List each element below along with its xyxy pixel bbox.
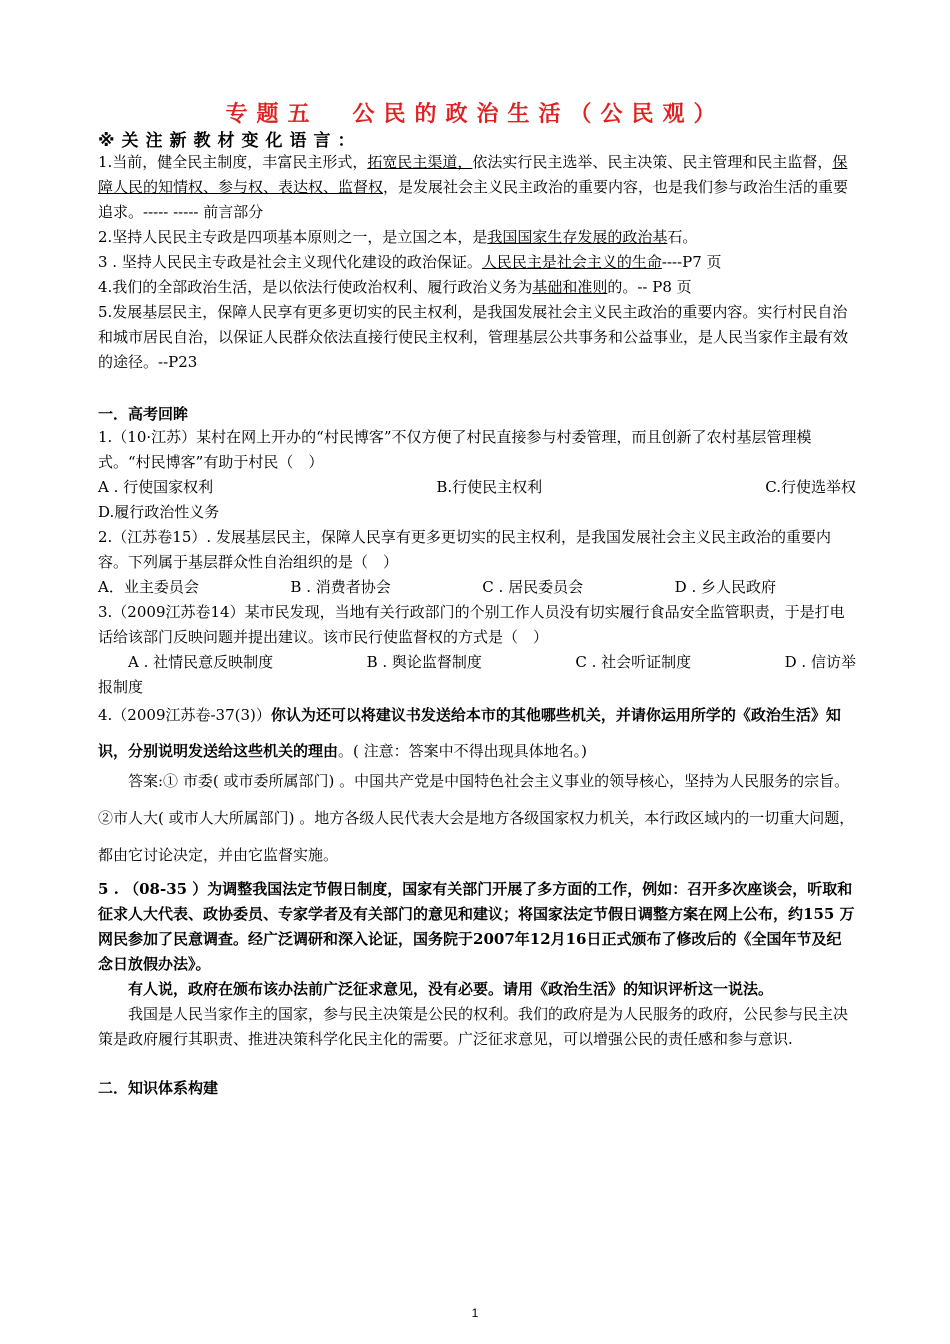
- q3-option-d-cont: 报制度: [98, 678, 144, 696]
- note-4: [98, 275, 856, 300]
- q2-option-d: D . 乡人民政府: [674, 578, 776, 596]
- note-3: [98, 250, 856, 275]
- q5-question: 有人说，政府在颁布该办法前广泛征求意见，没有必要。请用《政治生活》的知识评析这一说法。: [128, 980, 774, 998]
- note-2: [98, 225, 856, 250]
- q1-option-d: D.履行政治性义务: [98, 503, 220, 521]
- q3-option-a: A . 社情民意反映制度: [128, 653, 274, 671]
- q5-answer: 我国是人民当家作主的国家，参与民主决策是公民的权利。我们的政府是为人民服务的政府，公民参与民主决策是政府履行其职责、推进决策科学化民主化的需要。广泛征求意见，可以增强公民的责任感和参与意识.: [98, 1005, 849, 1048]
- q1-option-c: C.行使选举权: [765, 478, 856, 496]
- q4-bold-text: 你认为还可以将建议书发送给本市的其他哪些机关，并请你运用所学的《政治生活》知识，分别说明发送给这些机关的理由: [98, 706, 841, 760]
- note-3-text-b: ----P7 页: [661, 253, 722, 271]
- note-4-text-b: 的。-- P8 页: [607, 278, 692, 296]
- note-1-underline-2: 保障人民的知情权、参与权、表达权、监督权: [98, 153, 848, 196]
- q3-option-c: C . 社会听证制度: [575, 653, 692, 671]
- q3-option-b: B . 舆论监督制度: [366, 653, 482, 671]
- q2-option-b: B . 消费者协会: [290, 578, 391, 596]
- note-1-text-a: 1.当前，健全民主制度，丰富民主形式，: [98, 153, 368, 171]
- note-5: 5.发展基层民主，保障人民享有更多更切实的民主权利，是我国发展社会主义民主政治的重要内容。实行村民自治和城市居民自治，以保证人民群众依法直接行使民主权利，管理基层公共事务和公益事业，是人民当家作主最有效的途径。--P23: [98, 303, 849, 371]
- questions-block: [98, 425, 856, 700]
- q3-option-d: D . 信访举: [784, 653, 856, 671]
- title-part2: 公民的政治生活（公民观）: [352, 102, 725, 127]
- q2-options: [98, 575, 856, 600]
- q4-block: [98, 697, 856, 769]
- note-1-underline-1: 拓宽民主渠道，: [367, 153, 473, 171]
- q3-options: [98, 650, 856, 675]
- note-2-text-a: 2.坚持人民民主专政是四项基本原则之一，是立国之本，是: [98, 228, 488, 246]
- section-heading-2: 二．知识体系构建: [98, 1079, 219, 1097]
- title-part1: 专题五: [225, 102, 319, 127]
- note-3-underline: 人民民主是社会主义的生命: [481, 253, 662, 271]
- note-4-underline: 基础和准则: [532, 278, 608, 296]
- section-heading-1: 一．高考回眸: [98, 405, 189, 423]
- page-number: 1: [471, 1306, 479, 1320]
- note-2-text-b: 石。: [667, 228, 698, 246]
- note-1-text-b: 依法实行民主选举、民主决策、民主管理和民主监督，: [472, 153, 833, 171]
- q4-answer: 答案:① 市委( 或市委所属部门) 。中国共产党是中国特色社会主义事业的领导核心，坚持为人民服务的宗旨。②市人大( 或市人大所属部门) 。地方各级人民代表大会是地方各级国家权力机关，本行政区域内的一切重大问题，都由它讨论决定，并由它监督实施。: [98, 772, 855, 864]
- q1-option-a: A . 行使国家权利: [98, 478, 214, 496]
- q2-option-c: C . 居民委员会: [482, 578, 584, 596]
- note-2-underline: 我国国家生存发展的政治基: [487, 228, 668, 246]
- q2-option-a: A．业主委员会: [98, 578, 199, 596]
- note-4-text-a: 4.我们的全部政治生活，是以依法行使政治权利、履行政治义务为: [98, 278, 533, 296]
- q2-stem: 2.（江苏卷15）. 发展基层民主，保障人民享有更多更切实的民主权利，是我国发展社会主义民主政治的重要内容。下列属于基层群众性自治组织的是（ ）: [98, 528, 831, 571]
- page-title: [0, 97, 950, 128]
- q3-stem: 3.（2009江苏卷14）某市民发现，当地有关行政部门的个别工作人员没有切实履行食品安全监管职责，于是打电话给该部门反映问题并提出建议。该市民行使监督权的方式是（ ）: [98, 603, 845, 646]
- q5-stem: 5 . （08-35 ）为调整我国法定节假日制度，国家有关部门开展了多方面的工作，例如：召开多次座谈会，听取和征求人大代表、政协委员、专家学者及有关部门的意见和建议；将国家法定节假日调整方案在网上公布，约155 万网民参加了民意调查。经广泛调研和深入论证，国务院于2007年12月16日正式颁布了修改后的《全国年节及纪念日放假办法》。: [98, 880, 855, 973]
- q4-question: [98, 697, 856, 769]
- note-3-text-a: 3 . 坚持人民民主专政是社会主义现代化建设的政治保证。: [98, 253, 482, 271]
- notice-heading: ※关注新教材变化语言：: [98, 131, 362, 151]
- notes-block: [98, 150, 856, 375]
- q5-block: [98, 877, 856, 1052]
- note-1: [98, 150, 856, 225]
- q1-option-b: B.行使民主权利: [436, 478, 543, 496]
- q4-note: 。( 注意：答案中不得出现具体地名。): [338, 742, 587, 760]
- note-1-text-c: ，是发展社会主义民主政治的重要内容，也是我们参与政治生活的重要追求。----- ----- 前言部分: [98, 178, 849, 221]
- q1-options: [98, 475, 856, 500]
- q4-number: 4.（2009江苏卷-37(3)）: [98, 706, 271, 724]
- q1-stem: 1.（10·江苏）某村在网上开办的“村民博客”不仅方便了村民直接参与村委管理，而且创新了农村基层管理模式。“村民博客”有助于村民（ ）: [98, 428, 812, 471]
